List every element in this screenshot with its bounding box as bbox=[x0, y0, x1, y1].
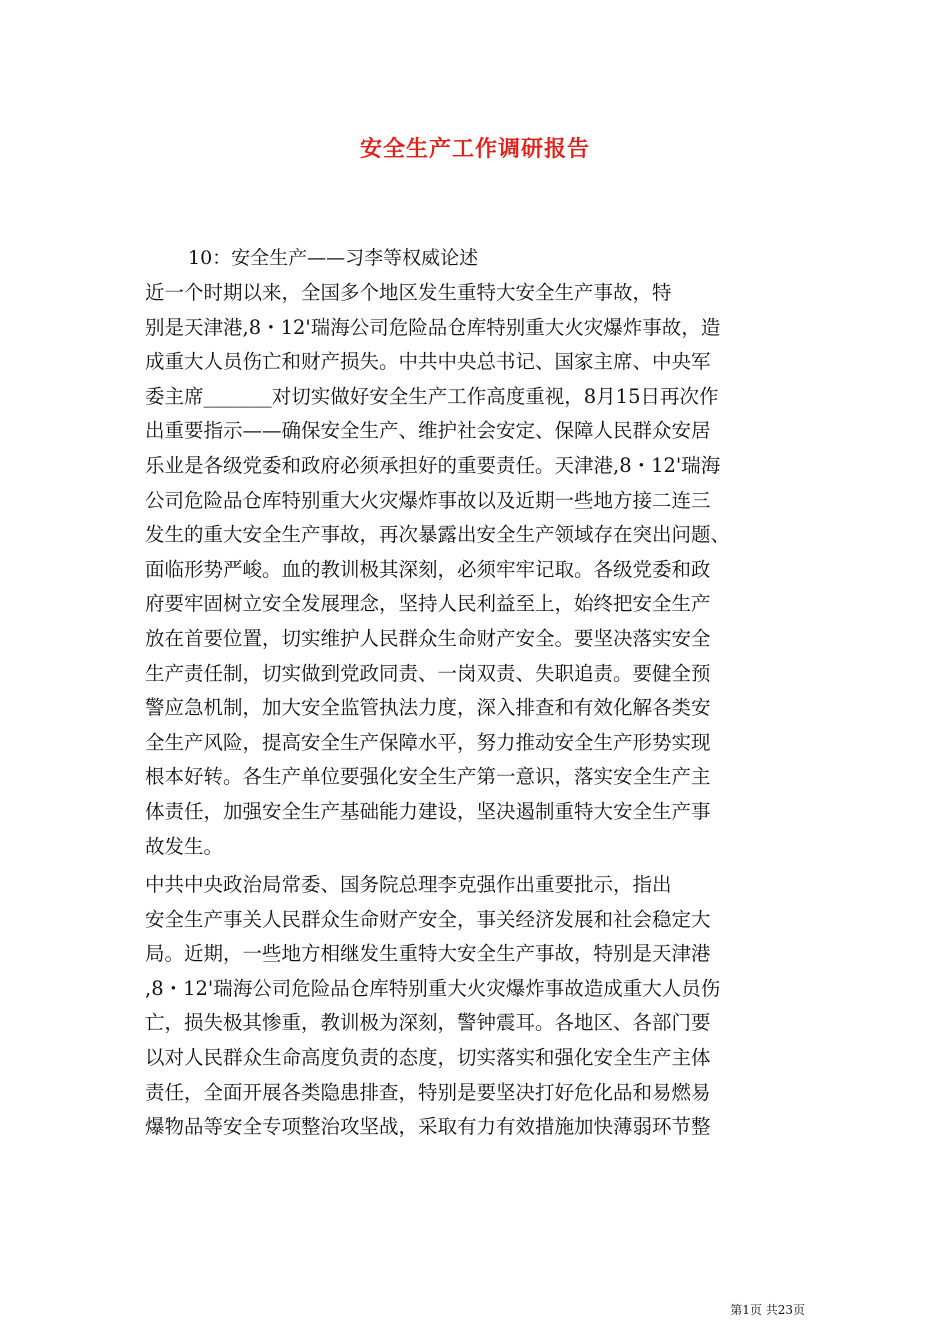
text-line: 近一个时期以来，全国多个地区发生重特大安全生产事故，特 bbox=[145, 281, 672, 304]
text-line: 全生产风险，提高安全生产保障水平，努力推动安全生产形势实现 bbox=[145, 730, 711, 754]
text-line: 警应急机制，加大安全监管执法力度，深入排查和有效化解各类安 bbox=[145, 696, 711, 720]
text-line: 面临形势严峻。血的教训极其深刻，必须牢牢记取。各级党委和政 bbox=[145, 557, 711, 581]
text-line: 别是天津港,8・12'瑞海公司危险品仓库特别重大火灾爆炸事故，造 bbox=[145, 315, 721, 339]
text-line: 亡，损失极其惨重，教训极为深刻，警钟震耳。各地区、各部门要 bbox=[145, 1011, 711, 1035]
paragraph-1 bbox=[145, 276, 805, 864]
text-line: 中共中央政治局常委、国务院总理李克强作出重要批示，指出 bbox=[145, 873, 672, 897]
text-line: 责任，全面开展各类隐患排查，特别是要坚决打好危化品和易燃易 bbox=[145, 1080, 711, 1104]
text-line: 故发生。 bbox=[145, 834, 224, 858]
body-text bbox=[145, 276, 805, 1145]
text-line: 爆物品等安全专项整治攻坚战，采取有力有效措施加快薄弱环节整 bbox=[145, 1115, 711, 1139]
text-line: 公司危险品仓库特别重大火灾爆炸事故以及近期一些地方接二连三 bbox=[145, 488, 711, 512]
text-line: 府要牢固树立安全发展理念，坚持人民利益至上，始终把安全生产 bbox=[145, 592, 711, 616]
text-line: 成重大人员伤亡和财产损失。中共中央总书记、国家主席、中央军 bbox=[145, 350, 711, 374]
text-line: 放在首要位置，切实维护人民群众生命财产安全。要坚决落实安全 bbox=[145, 626, 711, 650]
document-title: 安全生产工作调研报告 bbox=[359, 136, 590, 162]
text-line: 安全生产事关人民群众生命财产安全，事关经济发展和社会稳定大 bbox=[145, 907, 711, 931]
text-line: 乐业是各级党委和政府必须承担好的重要责任。天津港,8・12'瑞海 bbox=[145, 453, 721, 477]
text-line: ,8・12'瑞海公司危险品仓库特别重大火灾爆炸事故造成重大人员伤 bbox=[145, 976, 721, 1000]
section-subheading: 10：安全生产——习李等权威论述 bbox=[188, 247, 479, 269]
text-line: 委主席_______对切实做好安全生产工作高度重视，8月15日再次作 bbox=[145, 384, 719, 408]
text-line: 发生的重大安全生产事故，再次暴露出安全生产领域存在突出问题、 bbox=[145, 523, 731, 547]
text-line: 根本好转。各生产单位要强化安全生产第一意识，落实安全生产主 bbox=[145, 765, 711, 789]
text-line: 出重要指示——确保安全生产、维护社会安定、保障人民群众安居 bbox=[145, 419, 711, 443]
text-line: 局。近期，一些地方相继发生重特大安全生产事故，特别是天津港 bbox=[145, 942, 711, 966]
text-line: 生产责任制，切实做到党政同责、一岗双责、失职追责。要健全预 bbox=[145, 661, 711, 685]
text-line: 体责任，加强安全生产基础能力建设，坚决遏制重特大安全生产事 bbox=[145, 799, 711, 823]
paragraph-2 bbox=[145, 868, 805, 1145]
text-line: 以对人民群众生命高度负责的态度，切实落实和强化安全生产主体 bbox=[145, 1046, 711, 1070]
page-number: 第1页 共23页 bbox=[730, 1303, 805, 1317]
